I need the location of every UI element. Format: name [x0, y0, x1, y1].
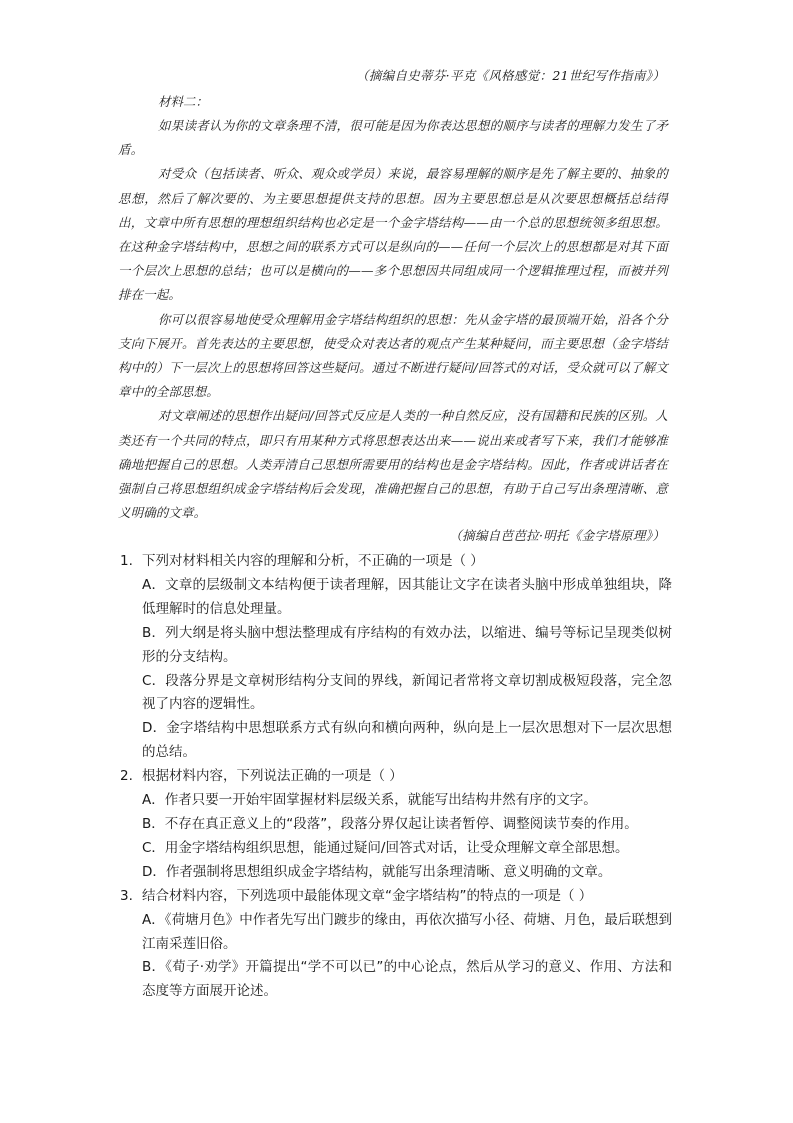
question-1 [120, 550, 672, 765]
material-paragraph: 对受众（包括读者、听众、观众或学员）来说，最容易理解的顺序是先了解主要的、抽象的思想，然后了解次要的、为主要思想提供支持的思想。因为主要思想总是从次要思想概括总结得出，文章中所有思想的理想组织结构也必定是一个金字塔结构——由一个总的思想统领多组思想。在这种金字塔结构中，思想之间的联系方式可以是纵向的——任何一个层次上的思想都是对其下面一个层次上思想的总结；也可以是横向的——多个思想因共同组成同一个逻辑推理过程，而被并列排在一起。 [118, 166, 668, 303]
question-stem: 根据材料内容，下列说法正确的一项是（ ） [142, 768, 403, 785]
option-d[interactable]: D．作者强制将思想组织成金字塔结构，就能写出条理清晰、意义明确的文章。 [142, 863, 612, 880]
option-c[interactable]: C．用金字塔结构组织思想，能通过疑问/回答式对话，让受众理解文章全部思想。 [142, 839, 629, 856]
question-stem: 结合材料内容，下列选项中最能体现文章“金字塔结构”的特点的一项是（ ） [142, 887, 593, 904]
material-paragraph: 对文章阐述的思想作出疑问/回答式反应是人类的一种自然反应，没有国籍和民族的区别。人类还有一个共同的特点，即只有用某种方式将思想表达出来——说出来或者写下来，我们才能够准确地把握自己的思想。人类弄清自己思想所需要用的结构也是金字塔结构。因此，作者或讲话者在强制自己将思想组织成金字塔结构后会发现，准确把握自己的思想，有助于自己写出条理清晰、意义明确的文章。 [118, 408, 668, 521]
question-number: 1. [120, 553, 133, 569]
option-b[interactable]: B．列大纲是将头脑中想法整理成有序结构的有效办法，以缩进、编号等标记呈现类似树形的分支结构。 [142, 624, 672, 665]
option-b[interactable]: B．《荀子·劝学》开篇提出“学不可以已”的中心论点，然后从学习的意义、作用、方法和态度等方面展开论述。 [142, 959, 672, 1000]
option-a[interactable]: A．文章的层级制文本结构便于读者理解，因其能让文字在读者头脑中形成单独组块，降低理解时的信息处理量。 [142, 576, 672, 617]
option-c[interactable]: C．段落分界是文章树形结构分支间的界线，新闻记者常将文章切割成极短段落，完全忽视了内容的逻辑性。 [142, 672, 672, 713]
material-paragraph: 你可以很容易地使受众理解用金字塔结构组织的思想：先从金字塔的最顶端开始，沿各个分支向下展开。首先表达的主要思想，使受众对表达者的观点产生某种疑问，而主要思想（金字塔结构中的）下一层次上的思想将回答这些疑问。通过不断进行疑问/回答式的对话，受众就可以了解文章中的全部思想。 [118, 311, 668, 400]
option-b[interactable]: B．不存在真正意义上的“段落”，段落分界仅起让读者暂停、调整阅读节奏的作用。 [142, 815, 638, 832]
source-citation-1: （摘编自史蒂芬·平克《风格感觉：21世纪写作指南》） [356, 68, 665, 83]
question-number: 2. [120, 768, 133, 785]
material-paragraph: 如果读者认为你的文章条理不清，很可能是因为你表达思想的顺序与读者的理解力发生了矛盾。 [118, 118, 668, 158]
option-d[interactable]: D．金字塔结构中思想联系方式有纵向和横向两种，纵向是上一层次思想对下一层次思想的总结。 [142, 720, 672, 761]
option-a[interactable]: A．作者只要一开始牢固掌握材料层级关系，就能写出结构井然有序的文字。 [142, 792, 597, 809]
question-2 [120, 765, 672, 885]
option-a[interactable]: A．《荷塘月色》中作者先写出门踱步的缘由，再依次描写小径、荷塘、月色，最后联想到江南采莲旧俗。 [142, 911, 672, 952]
question-stem: 下列对材料相关内容的理解和分析，不正确的一项是（ ） [142, 553, 484, 569]
question-number: 3. [120, 887, 133, 904]
source-citation-2: （摘编自芭芭拉·明托《金字塔原理》） [449, 528, 665, 543]
question-3 [120, 885, 672, 1005]
material-body [118, 114, 668, 525]
material-title: 材料二： [158, 94, 209, 109]
questions-section [120, 550, 672, 1004]
